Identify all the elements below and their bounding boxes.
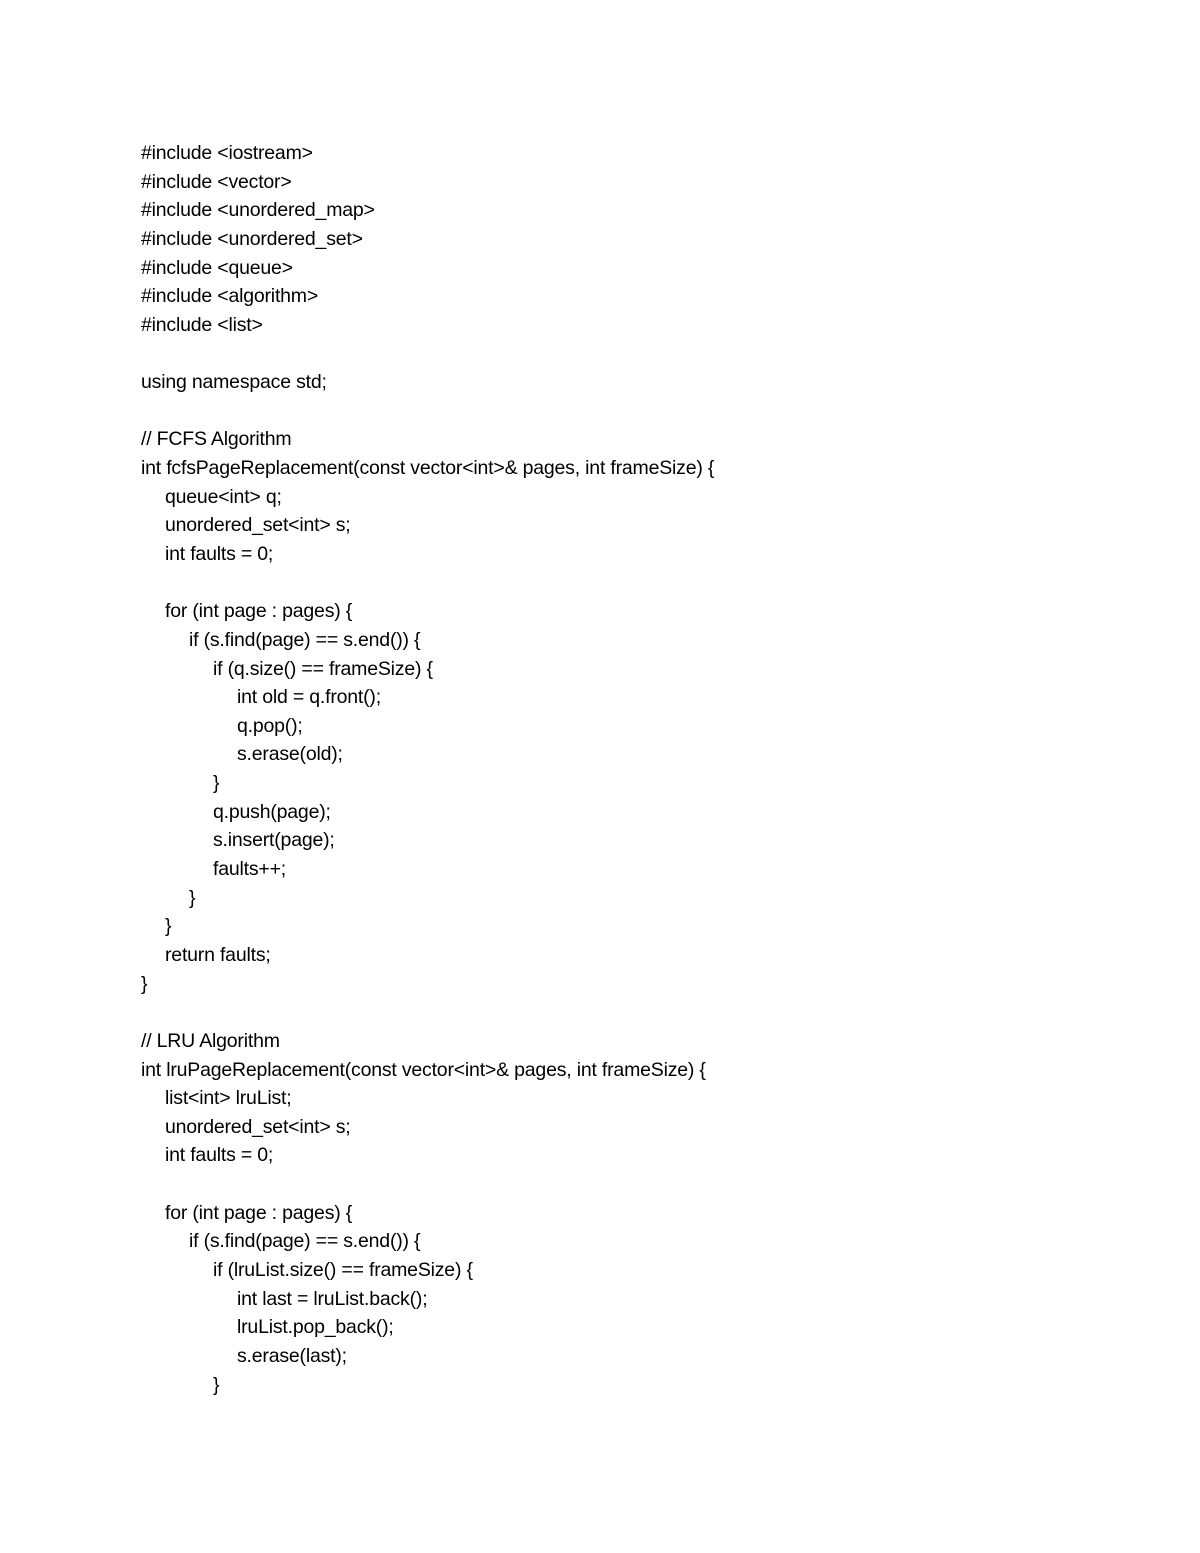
- code-line: for (int page : pages) {: [165, 1201, 353, 1224]
- code-line: q.push(page);: [213, 800, 331, 823]
- code-line: }: [189, 886, 196, 909]
- code-line: #include <algorithm>: [141, 285, 319, 308]
- blank-line: [141, 1170, 1141, 1199]
- code-document: [141, 139, 1141, 1399]
- code-line: queue<int> q;: [165, 485, 282, 508]
- code-line: // LRU Algorithm: [141, 1029, 280, 1052]
- code-line: if (s.find(page) == s.end()) {: [189, 1230, 421, 1253]
- code-line: }: [165, 915, 172, 938]
- code-line: if (q.size() == frameSize) {: [213, 657, 433, 680]
- blank-line: [141, 569, 1141, 598]
- code-line: faults++;: [213, 858, 287, 881]
- code-line: s.insert(page);: [213, 829, 335, 852]
- code-line: unordered_set<int> s;: [165, 514, 351, 537]
- code-line: }: [213, 772, 220, 795]
- code-line: s.erase(old);: [237, 743, 343, 766]
- code-line: #include <vector>: [141, 170, 292, 193]
- code-line: int last = lruList.back();: [237, 1287, 428, 1310]
- code-line: for (int page : pages) {: [165, 600, 353, 623]
- code-line: }: [213, 1373, 220, 1396]
- code-line: int fcfsPageReplacement(const vector<int>& pages, int frameSize) {: [141, 457, 715, 480]
- code-line: #include <unordered_set>: [141, 227, 363, 250]
- code-line: unordered_set<int> s;: [165, 1115, 351, 1138]
- code-line: #include <list>: [141, 313, 263, 336]
- code-line: int old = q.front();: [237, 686, 381, 709]
- blank-line: [141, 339, 1141, 368]
- code-line: if (s.find(page) == s.end()) {: [189, 628, 421, 651]
- code-line: return faults;: [165, 943, 271, 966]
- code-line: int faults = 0;: [165, 542, 274, 565]
- code-line: #include <queue>: [141, 256, 293, 279]
- code-line: #include <iostream>: [141, 142, 313, 164]
- code-line: }: [141, 972, 148, 995]
- blank-line: [141, 998, 1141, 1027]
- code-line: list<int> lruList;: [165, 1087, 292, 1110]
- code-line: using namespace std;: [141, 371, 327, 394]
- code-line: int faults = 0;: [165, 1144, 274, 1167]
- code-line: if (lruList.size() == frameSize) {: [213, 1258, 473, 1281]
- code-line: // FCFS Algorithm: [141, 428, 292, 451]
- code-line: q.pop();: [237, 714, 303, 737]
- blank-line: [141, 397, 1141, 426]
- code-line: s.erase(last);: [237, 1344, 347, 1367]
- code-line: lruList.pop_back();: [237, 1316, 394, 1339]
- code-line: int lruPageReplacement(const vector<int>& pages, int frameSize) {: [141, 1058, 706, 1081]
- code-line: #include <unordered_map>: [141, 199, 375, 222]
